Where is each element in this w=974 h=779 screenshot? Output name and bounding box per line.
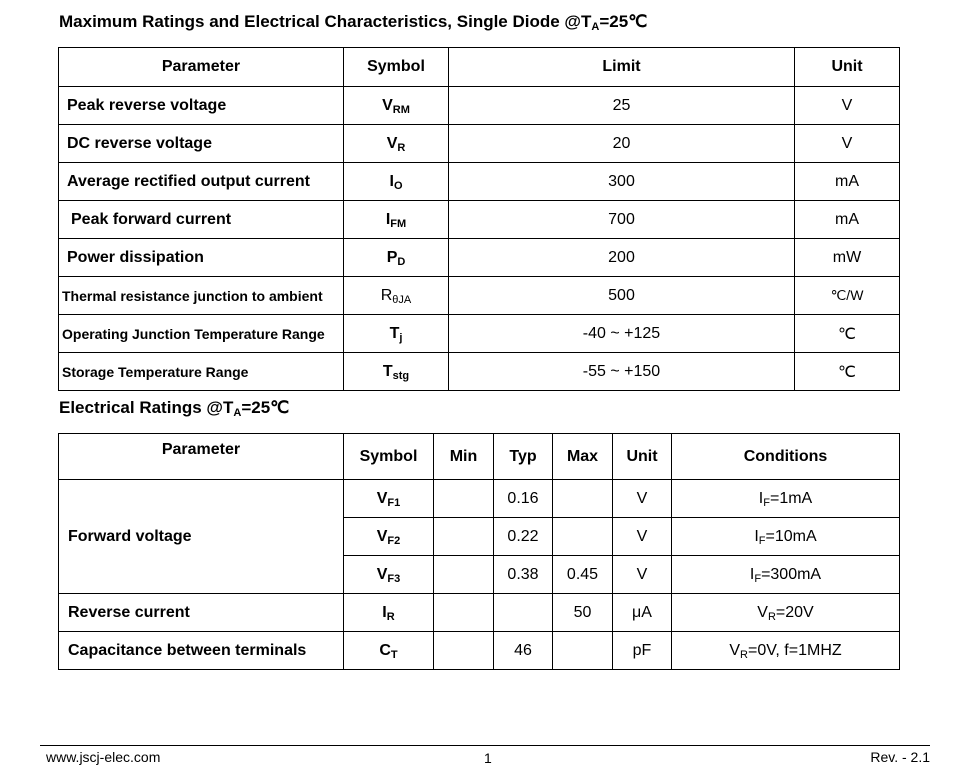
table-row <box>59 480 900 518</box>
maximum-ratings-table <box>58 47 900 391</box>
limit-cell: 700 <box>449 201 795 239</box>
parameter-cell: Peak forward current <box>59 201 344 239</box>
min-cell <box>434 556 494 594</box>
page-title <box>59 12 647 32</box>
unit-cell: pF <box>613 632 672 670</box>
max-cell <box>553 632 613 670</box>
unit-cell: mA <box>795 163 900 201</box>
footer-website-link[interactable]: www.jscj-elec.com <box>46 749 161 765</box>
footer-divider <box>40 745 930 746</box>
parameter-cell: Reverse current <box>59 594 344 632</box>
min-cell <box>434 480 494 518</box>
limit-cell: 300 <box>449 163 795 201</box>
max-cell <box>553 480 613 518</box>
limit-cell: 500 <box>449 277 795 315</box>
unit-cell: V <box>795 125 900 163</box>
section-title <box>59 398 289 418</box>
symbol-cell: $V_{F1}$ <box>344 480 434 518</box>
typ-cell: 0.38 <box>494 556 553 594</box>
table-row <box>59 315 900 353</box>
symbol-cell: $I_R$ <box>344 594 434 632</box>
max-cell: 50 <box>553 594 613 632</box>
header-typ: Typ <box>494 434 553 480</box>
conditions-cell: $V_R=0V$, f=1MHZ <box>672 632 900 670</box>
limit-cell: 200 <box>449 239 795 277</box>
parameter-cell: Capacitance between terminals <box>59 632 344 670</box>
unit-cell: ℃ <box>795 315 900 353</box>
parameter-cell: Power dissipation <box>59 239 344 277</box>
title-text: Maximum Ratings and Electrical Characteristics, Single Diode @T <box>59 12 592 31</box>
symbol-cell: $V_{F2}$ <box>344 518 434 556</box>
symbol-cell: $P_D$ <box>344 239 449 277</box>
conditions-cell: $I_F=300mA$ <box>672 556 900 594</box>
header-conditions: Conditions <box>672 434 900 480</box>
unit-cell: mA <box>795 201 900 239</box>
table-row <box>59 87 900 125</box>
typ-cell: 46 <box>494 632 553 670</box>
parameter-cell: Thermal resistance junction to ambient <box>59 277 344 315</box>
title-subscript: A <box>591 21 600 33</box>
limit-cell: -40 ~ +125 <box>449 315 795 353</box>
symbol-cell: $I_O$ <box>344 163 449 201</box>
footer-page-number: 1 <box>484 750 492 766</box>
header-symbol: Symbol <box>344 434 434 480</box>
header-symbol: Symbol <box>344 48 449 87</box>
conditions-cell: $V_R=20V$ <box>672 594 900 632</box>
parameter-cell-forward-voltage: Forward voltage <box>59 480 344 594</box>
header-limit: Limit <box>449 48 795 87</box>
section-title-tail: =25℃ <box>241 398 290 417</box>
symbol-cell: $T_{stg}$ <box>344 353 449 391</box>
unit-cell: V <box>795 87 900 125</box>
section-title-subscript: A <box>233 407 242 419</box>
footer-revision: Rev. - 2.1 <box>870 749 930 765</box>
min-cell <box>434 594 494 632</box>
unit-cell: ℃ <box>795 353 900 391</box>
symbol-cell: $V_{RM}$ <box>344 87 449 125</box>
limit-cell: 25 <box>449 87 795 125</box>
header-unit: Unit <box>613 434 672 480</box>
header-min: Min <box>434 434 494 480</box>
header-parameter: Parameter <box>59 48 344 87</box>
table-header-row <box>59 434 900 480</box>
symbol-cell: $T_j$ <box>344 315 449 353</box>
conditions-cell: $I_F=1mA$ <box>672 480 900 518</box>
table-row <box>59 239 900 277</box>
title-tail: =25℃ <box>599 12 648 31</box>
unit-cell: μA <box>613 594 672 632</box>
unit-cell: mW <box>795 239 900 277</box>
table-header-row <box>59 48 900 87</box>
conditions-cell: $I_F=10mA$ <box>672 518 900 556</box>
max-cell: 0.45 <box>553 556 613 594</box>
limit-cell: -55 ~ +150 <box>449 353 795 391</box>
typ-cell: 0.16 <box>494 480 553 518</box>
symbol-cell: $C_T$ <box>344 632 434 670</box>
header-parameter: Parameter <box>59 434 344 480</box>
unit-cell: V <box>613 518 672 556</box>
typ-cell: 0.22 <box>494 518 553 556</box>
table-row <box>59 201 900 239</box>
header-unit: Unit <box>795 48 900 87</box>
limit-cell: 20 <box>449 125 795 163</box>
symbol-cell: $R_{\theta JA}$ <box>344 277 449 315</box>
table-row <box>59 353 900 391</box>
table-row <box>59 594 900 632</box>
unit-cell: ℃/W <box>795 277 900 315</box>
table-row <box>59 632 900 670</box>
section-title-text: Electrical Ratings @T <box>59 398 234 417</box>
parameter-cell: Average rectified output current <box>59 163 344 201</box>
parameter-cell: Peak reverse voltage <box>59 87 344 125</box>
max-cell <box>553 518 613 556</box>
parameter-cell: Operating Junction Temperature Range <box>59 315 344 353</box>
parameter-cell: DC reverse voltage <box>59 125 344 163</box>
unit-cell: V <box>613 556 672 594</box>
symbol-cell: $V_R$ <box>344 125 449 163</box>
symbol-cell: $V_{F3}$ <box>344 556 434 594</box>
table-row <box>59 163 900 201</box>
parameter-cell: Storage Temperature Range <box>59 353 344 391</box>
table-row <box>59 277 900 315</box>
unit-cell: V <box>613 480 672 518</box>
min-cell <box>434 518 494 556</box>
table-row <box>59 125 900 163</box>
header-max: Max <box>553 434 613 480</box>
electrical-ratings-table <box>58 433 900 670</box>
symbol-cell: $I_{FM}$ <box>344 201 449 239</box>
min-cell <box>434 632 494 670</box>
typ-cell <box>494 594 553 632</box>
